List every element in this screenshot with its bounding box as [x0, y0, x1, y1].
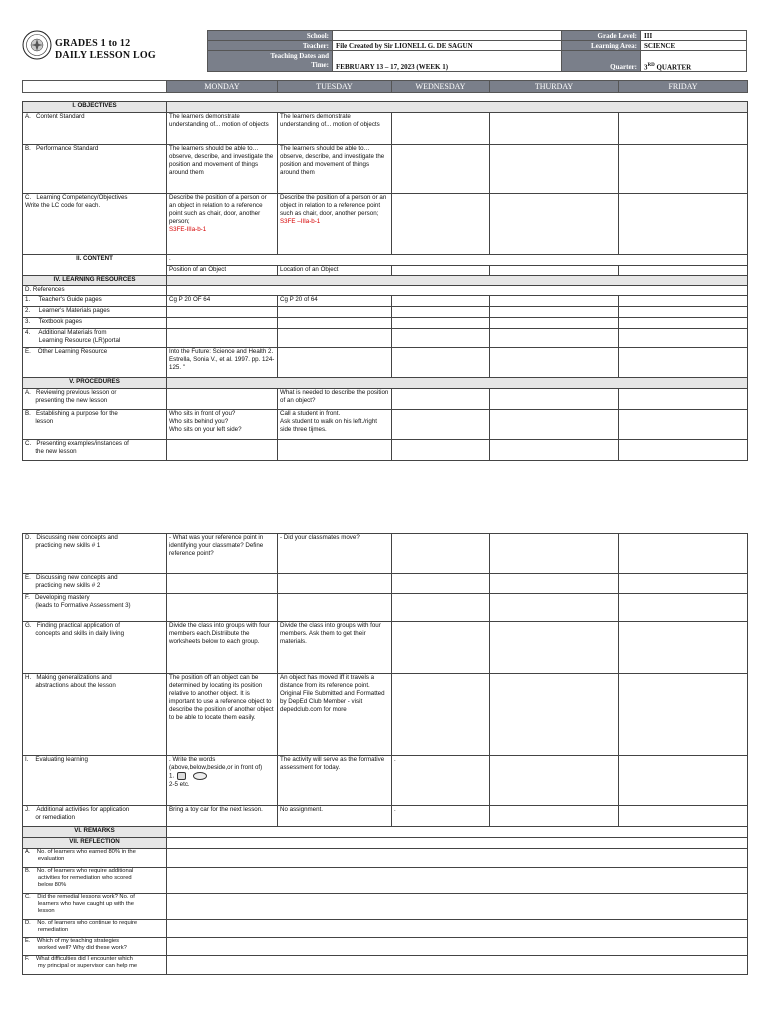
textbook-pages-fri [619, 318, 748, 329]
proc-i-item-number: 1. [169, 772, 175, 780]
content-standard-thu [490, 113, 619, 145]
content-tue: Location of an Object [278, 266, 392, 276]
proc-a-wed [392, 389, 490, 410]
reflection-c-label: C. Did the remedial lessons work? No. of learners who have caught up with the lesson [23, 894, 167, 920]
other-resource-tue [278, 348, 392, 378]
reflection-f-value [167, 956, 748, 975]
performance-standard-thu [490, 145, 619, 194]
quarter-number: 3 [644, 63, 648, 71]
quarter-label: Quarter: [562, 51, 641, 72]
proc-g-fri [619, 622, 748, 674]
proc-i-mon-instruction: . Write the words (above,below,beside,or in front of) [169, 756, 263, 771]
day-header-blank [23, 81, 167, 93]
day-thursday: THURDAY [490, 81, 619, 93]
proc-j-mon: Bring a toy car for the next lesson. [167, 806, 278, 827]
proc-j-label: J. Additional activities for application or remediation [23, 806, 167, 827]
proc-f-tue [278, 594, 392, 622]
proc-g-thu [490, 622, 619, 674]
other-resource-label: E. Other Learning Resource [23, 348, 167, 378]
reflection-c-value [167, 894, 748, 920]
quarter-value: 3RD QUARTER [641, 51, 747, 72]
proc-j-fri [619, 806, 748, 827]
proc-a-tue: What is needed to describe the position of an object? [278, 389, 392, 410]
proc-j-wed: . [392, 806, 490, 827]
lr-portal-wed [392, 329, 490, 348]
proc-i-fri [619, 756, 748, 806]
competency-mon [167, 194, 278, 255]
proc-c-fri [619, 440, 748, 461]
textbook-pages-label: 3. Textbook pages [23, 318, 167, 329]
reflection-f-label: F. What difficulties did I encounter which my principal or supervisor can help me [23, 956, 167, 975]
proc-e-label: E. Discussing new concepts and practicing new skills # 2 [23, 574, 167, 594]
teacher-label: Teacher: [208, 41, 333, 51]
header [22, 30, 746, 77]
tg-pages-thu [490, 296, 619, 307]
teacher-value: File Created by Sir LIONELL G. DE SAGUN [333, 41, 562, 51]
proc-d-label: D. Discussing new concepts and practicing new skills # 1 [23, 534, 167, 574]
lm-pages-label: 2. Learner's Materials pages [23, 307, 167, 318]
school-value [333, 31, 562, 41]
other-resource-mon: Into the Future: Science and Health 2. Estrella, Sonia V., et al. 1997. pp. 124- 125. " [167, 348, 278, 378]
proc-j-thu [490, 806, 619, 827]
box-shape-icon [177, 772, 186, 780]
day-wednesday: WEDNESDAY [392, 81, 490, 93]
performance-standard-wed [392, 145, 490, 194]
brand-line-1: GRADES 1 to 12 [55, 38, 131, 49]
dates-label-line-2: Time: [311, 61, 329, 69]
proc-c-label: C. Presenting examples/instances of the new lesson [23, 440, 167, 461]
tg-pages-wed [392, 296, 490, 307]
proc-d-mon: - What was your reference point in identifying your classmate? Define reference point? [167, 534, 278, 574]
content-heading: II. CONTENT [23, 255, 167, 266]
proc-h-fri [619, 674, 748, 756]
proc-e-mon [167, 574, 278, 594]
competency-tue-code: S3FE –IIIa-b-1 [280, 218, 321, 225]
proc-e-fri [619, 574, 748, 594]
reflection-d-value [167, 920, 748, 938]
dates-label [208, 51, 333, 72]
proc-h-mon: The position off an object can be determined by locating its position relative to another object. It is important to use a reference object to describe the position of another object to be able to locate them easily. [167, 674, 278, 756]
proc-b-wed [392, 410, 490, 440]
competency-label: C. Learning Competency/Objectives Write the LC code for each. [23, 194, 167, 255]
proc-a-label: A. Reviewing previous lesson or presenting the new lesson [23, 389, 167, 410]
proc-b-fri [619, 410, 748, 440]
resources-heading: IV. LEARNING RESOURCES [23, 276, 167, 286]
proc-i-mon [167, 756, 278, 806]
lr-portal-mon [167, 329, 278, 348]
proc-a-fri [619, 389, 748, 410]
grade-value: III [641, 31, 747, 41]
competency-tue-text: Describe the position of a person or an object in relation to a reference point such as chair, door, another person; [280, 194, 387, 217]
proc-e-tue [278, 574, 392, 594]
lm-pages-wed [392, 307, 490, 318]
reflection-e-value [167, 938, 748, 956]
proc-b-thu [490, 410, 619, 440]
proc-a-thu [490, 389, 619, 410]
competency-tue [278, 194, 392, 255]
proc-g-tue: Divide the class into groups with four members. Ask them to get their materials. [278, 622, 392, 674]
area-label: Learning Area: [562, 41, 641, 51]
resources-heading-fill [167, 276, 748, 286]
proc-f-wed [392, 594, 490, 622]
objectives-heading: I. OBJECTIVES [23, 102, 167, 113]
lm-pages-thu [490, 307, 619, 318]
proc-i-wed: . [392, 756, 490, 806]
header-info-table [207, 30, 747, 72]
lr-portal-thu [490, 329, 619, 348]
day-tuesday: TUESDAY [278, 81, 392, 93]
day-header-row [22, 80, 748, 93]
lesson-table-page-1 [22, 101, 748, 461]
content-mon: Position of an Object [167, 266, 278, 276]
proc-c-wed [392, 440, 490, 461]
lm-pages-tue [278, 307, 392, 318]
tg-pages-tue: Cg P 20 of 64 [278, 296, 392, 307]
remarks-value [167, 827, 748, 838]
day-monday: MONDAY [167, 81, 278, 93]
proc-d-tue: - Did your classmates move? [278, 534, 392, 574]
competency-mon-code: S3FE-IIIa-b-1 [169, 226, 207, 233]
reflection-a-label: A. No. of learners who earned 80% in the evaluation [23, 849, 167, 868]
references-label: D. References [23, 286, 167, 296]
school-label: School: [208, 31, 333, 41]
proc-d-wed [392, 534, 490, 574]
proc-b-tue: Call a student in front. Ask student to walk on his left./right side three tijmes. [278, 410, 392, 440]
performance-standard-fri [619, 145, 748, 194]
competency-wed [392, 194, 490, 255]
deped-seal-icon [22, 30, 52, 60]
grade-label: Grade Level: [562, 31, 641, 41]
proc-i-mon-item-1 [169, 772, 275, 781]
proc-g-mon: Divide the class into groups with four members each.Distriibute the worksheets below to each group. [167, 622, 278, 674]
content-fri [619, 266, 748, 276]
lesson-table-page-2 [22, 533, 748, 975]
performance-standard-tue: The learners should be able to… observe, describe, and investigate the position and movement of things around them [278, 145, 392, 194]
proc-e-thu [490, 574, 619, 594]
proc-i-mon-item-rest: 2-5 etc. [169, 780, 190, 788]
reflection-a-value [167, 849, 748, 868]
proc-j-tue: No assignment. [278, 806, 392, 827]
proc-f-mon [167, 594, 278, 622]
proc-a-mon [167, 389, 278, 410]
proc-h-tue: An object has moved iff it travels a distance from its reference point. Original File Submitted and Formatted by DepEd Club Member - visit depedclub.com for more [278, 674, 392, 756]
proc-c-tue [278, 440, 392, 461]
proc-h-thu [490, 674, 619, 756]
proc-b-label: B. Establishing a purpose for the lesson [23, 410, 167, 440]
day-friday: FRIDAY [619, 81, 748, 93]
proc-i-tue: The activity will serve as the formative assessment for today. [278, 756, 392, 806]
dates-value: FEBRUARY 13 – 17, 2023 (WEEK 1) [333, 51, 562, 72]
proc-c-mon [167, 440, 278, 461]
proc-f-thu [490, 594, 619, 622]
procedures-heading: V. PROCEDURES [23, 378, 167, 389]
proc-h-wed [392, 674, 490, 756]
content-standard-label: A. Content Standard [23, 113, 167, 145]
proc-d-thu [490, 534, 619, 574]
proc-g-wed [392, 622, 490, 674]
textbook-pages-tue [278, 318, 392, 329]
remarks-heading: VI. REMARKS [23, 827, 167, 838]
proc-f-fri [619, 594, 748, 622]
other-resource-fri [619, 348, 748, 378]
tg-pages-label: 1. Teacher's Guide pages [23, 296, 167, 307]
reflection-b-value [167, 868, 748, 894]
content-wed [392, 266, 490, 276]
reflection-d-label: D. No. of learners who continue to require remediation [23, 920, 167, 938]
references-fill [167, 286, 748, 296]
area-value: SCIENCE [641, 41, 747, 51]
content-standard-tue: The learners demonstrate understanding of... motion of objects [278, 113, 392, 145]
proc-h-label: H. Making generalizations and abstractions about the lesson [23, 674, 167, 756]
proc-d-fri [619, 534, 748, 574]
proc-g-label: G. Finding practical application of concepts and skills in daily living [23, 622, 167, 674]
proc-i-thu [490, 756, 619, 806]
other-resource-wed [392, 348, 490, 378]
brand-line-2: DAILY LESSON LOG [55, 50, 156, 61]
proc-c-thu [490, 440, 619, 461]
lm-pages-mon [167, 307, 278, 318]
proc-b-mon: Who sits in front of you? Who sits behind you? Who sits on your left side? [167, 410, 278, 440]
reflection-e-label: E. Which of my teaching strategies worked well? Why did these work? [23, 938, 167, 956]
competency-thu [490, 194, 619, 255]
competency-mon-text: Describe the position of a person or an object in relation to a reference point such as chair, door, another person; [169, 194, 267, 225]
dates-label-line-1: Teaching Dates and [270, 52, 329, 60]
tg-pages-fri [619, 296, 748, 307]
textbook-pages-mon [167, 318, 278, 329]
content-standard-wed [392, 113, 490, 145]
proc-i-label: I. Evaluating learning [23, 756, 167, 806]
lr-portal-tue [278, 329, 392, 348]
brand-title [55, 38, 156, 62]
tg-pages-mon: Cg P 20 OF 64 [167, 296, 278, 307]
proc-e-wed [392, 574, 490, 594]
textbook-pages-wed [392, 318, 490, 329]
reflection-value [167, 838, 748, 849]
reflection-heading: VII. REFLECTION [23, 838, 167, 849]
content-dot: . [167, 255, 748, 266]
textbook-pages-thu [490, 318, 619, 329]
content-blank [23, 266, 167, 276]
performance-standard-label: B. Performance Standard [23, 145, 167, 194]
proc-f-label: F. Developing mastery (leads to Formative Assessment 3) [23, 594, 167, 622]
other-resource-thu [490, 348, 619, 378]
objectives-heading-fill [167, 102, 748, 113]
lm-pages-fri [619, 307, 748, 318]
reflection-b-label: B. No. of learners who require additional activities for remediation who scored below 80% [23, 868, 167, 894]
procedures-heading-fill [167, 378, 748, 389]
content-thu [490, 266, 619, 276]
cloud-shape-icon [193, 772, 207, 780]
content-standard-fri [619, 113, 748, 145]
performance-standard-mon: The learners should be able to… observe, describe, and investigate the position and movement of things around them [167, 145, 278, 194]
lr-portal-fri [619, 329, 748, 348]
competency-fri [619, 194, 748, 255]
content-standard-mon: The learners demonstrate understanding of... motion of objects [167, 113, 278, 145]
lr-portal-label: 4. Additional Materials from Learning Resource (LR)portal [23, 329, 167, 348]
